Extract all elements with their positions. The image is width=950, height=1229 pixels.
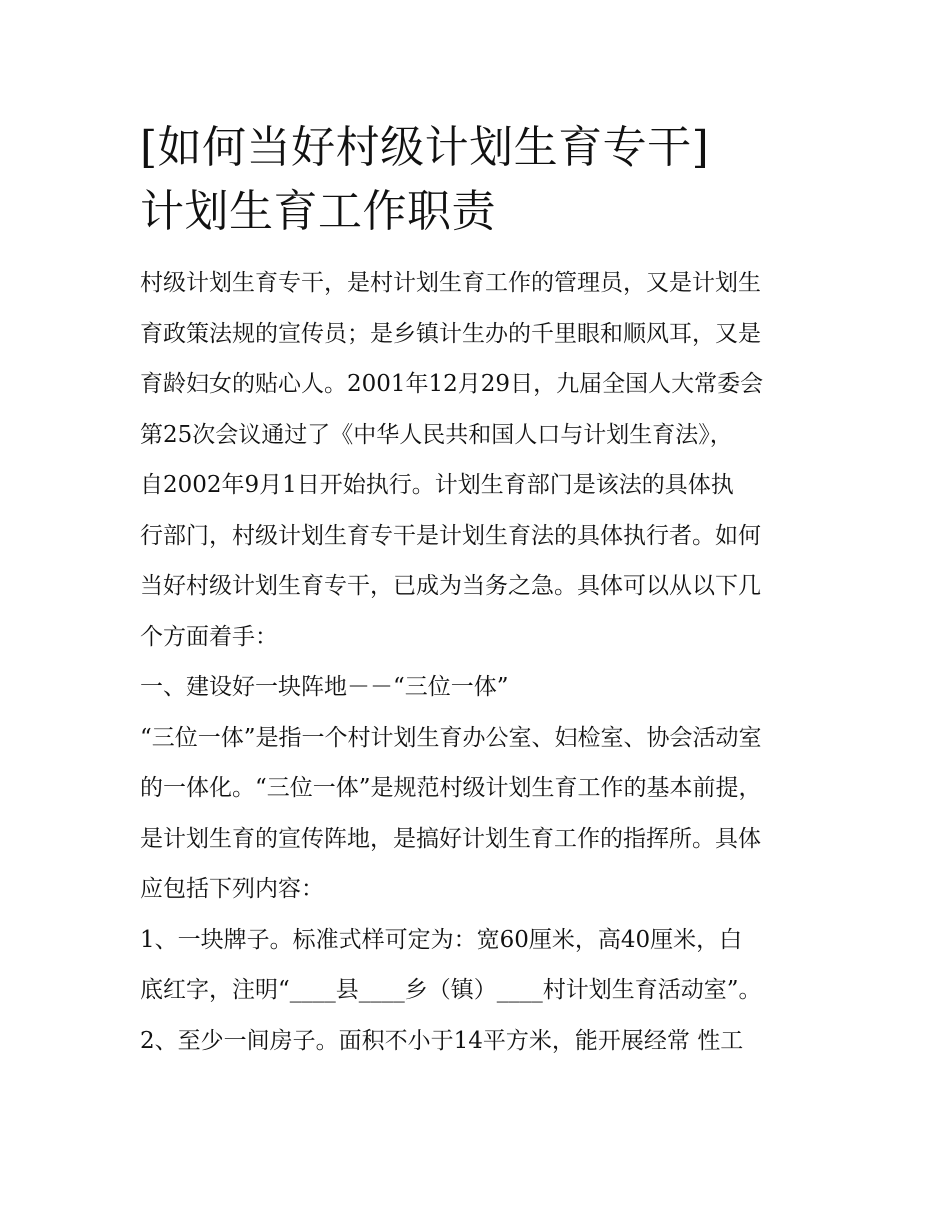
body-line: “三位一体”是指一个村计划生育办公室、妇检室、协会活动室 xyxy=(140,724,762,751)
body-line: 行部门，村级计划生育专干是计划生育法的具体执行者。如何 xyxy=(140,522,761,549)
body-line: 是计划生育的宣传阵地，是搞好计划生育工作的指挥所。具体 xyxy=(140,825,761,852)
title-line-2: 计划生育工作职责 xyxy=(140,186,496,237)
section-heading: 一、建设好一块阵地－－“三位一体” xyxy=(140,674,509,700)
body-line: 当好村级计划生育专干，已成为当务之急。具体可以从以下几 xyxy=(140,573,761,599)
document-page xyxy=(140,116,812,1066)
body-line: 个方面着手： xyxy=(140,623,278,650)
title-line-1: [如何当好村级计划生育专干] xyxy=(140,122,710,173)
document-body xyxy=(140,258,812,1066)
body-line: 育政策法规的宣传员；是乡镇计生办的千里眼和顺风耳，又是 xyxy=(140,320,761,347)
body-line: 自2002年9月1日开始执行。计划生育部门是该法的具体执 xyxy=(140,472,734,498)
body-line: 育龄妇女的贴心人。2001年12月29日，九届全国人大常委会 xyxy=(140,371,764,397)
body-line: 第25次会议通过了《中华人民共和国人口与计划生育法》， xyxy=(140,421,733,448)
list-item: 2、至少一间房子。面积不小于14平方米，能开展经常 性工 xyxy=(140,1027,744,1054)
body-line: 的一体化。“三位一体”是规范村级计划生育工作的基本前提， xyxy=(140,775,762,801)
document-title xyxy=(140,116,812,244)
body-line: 底红字，注明“____县____乡（镇）____村计划生育活动室”。 xyxy=(140,977,762,1003)
body-line: 村级计划生育专干，是村计划生育工作的管理员，又是计划生 xyxy=(140,270,761,296)
body-line: 应包括下列内容： xyxy=(140,876,324,902)
list-item: 1、一块牌子。标准式样可定为：宽60厘米，高40厘米，白 xyxy=(140,926,743,953)
